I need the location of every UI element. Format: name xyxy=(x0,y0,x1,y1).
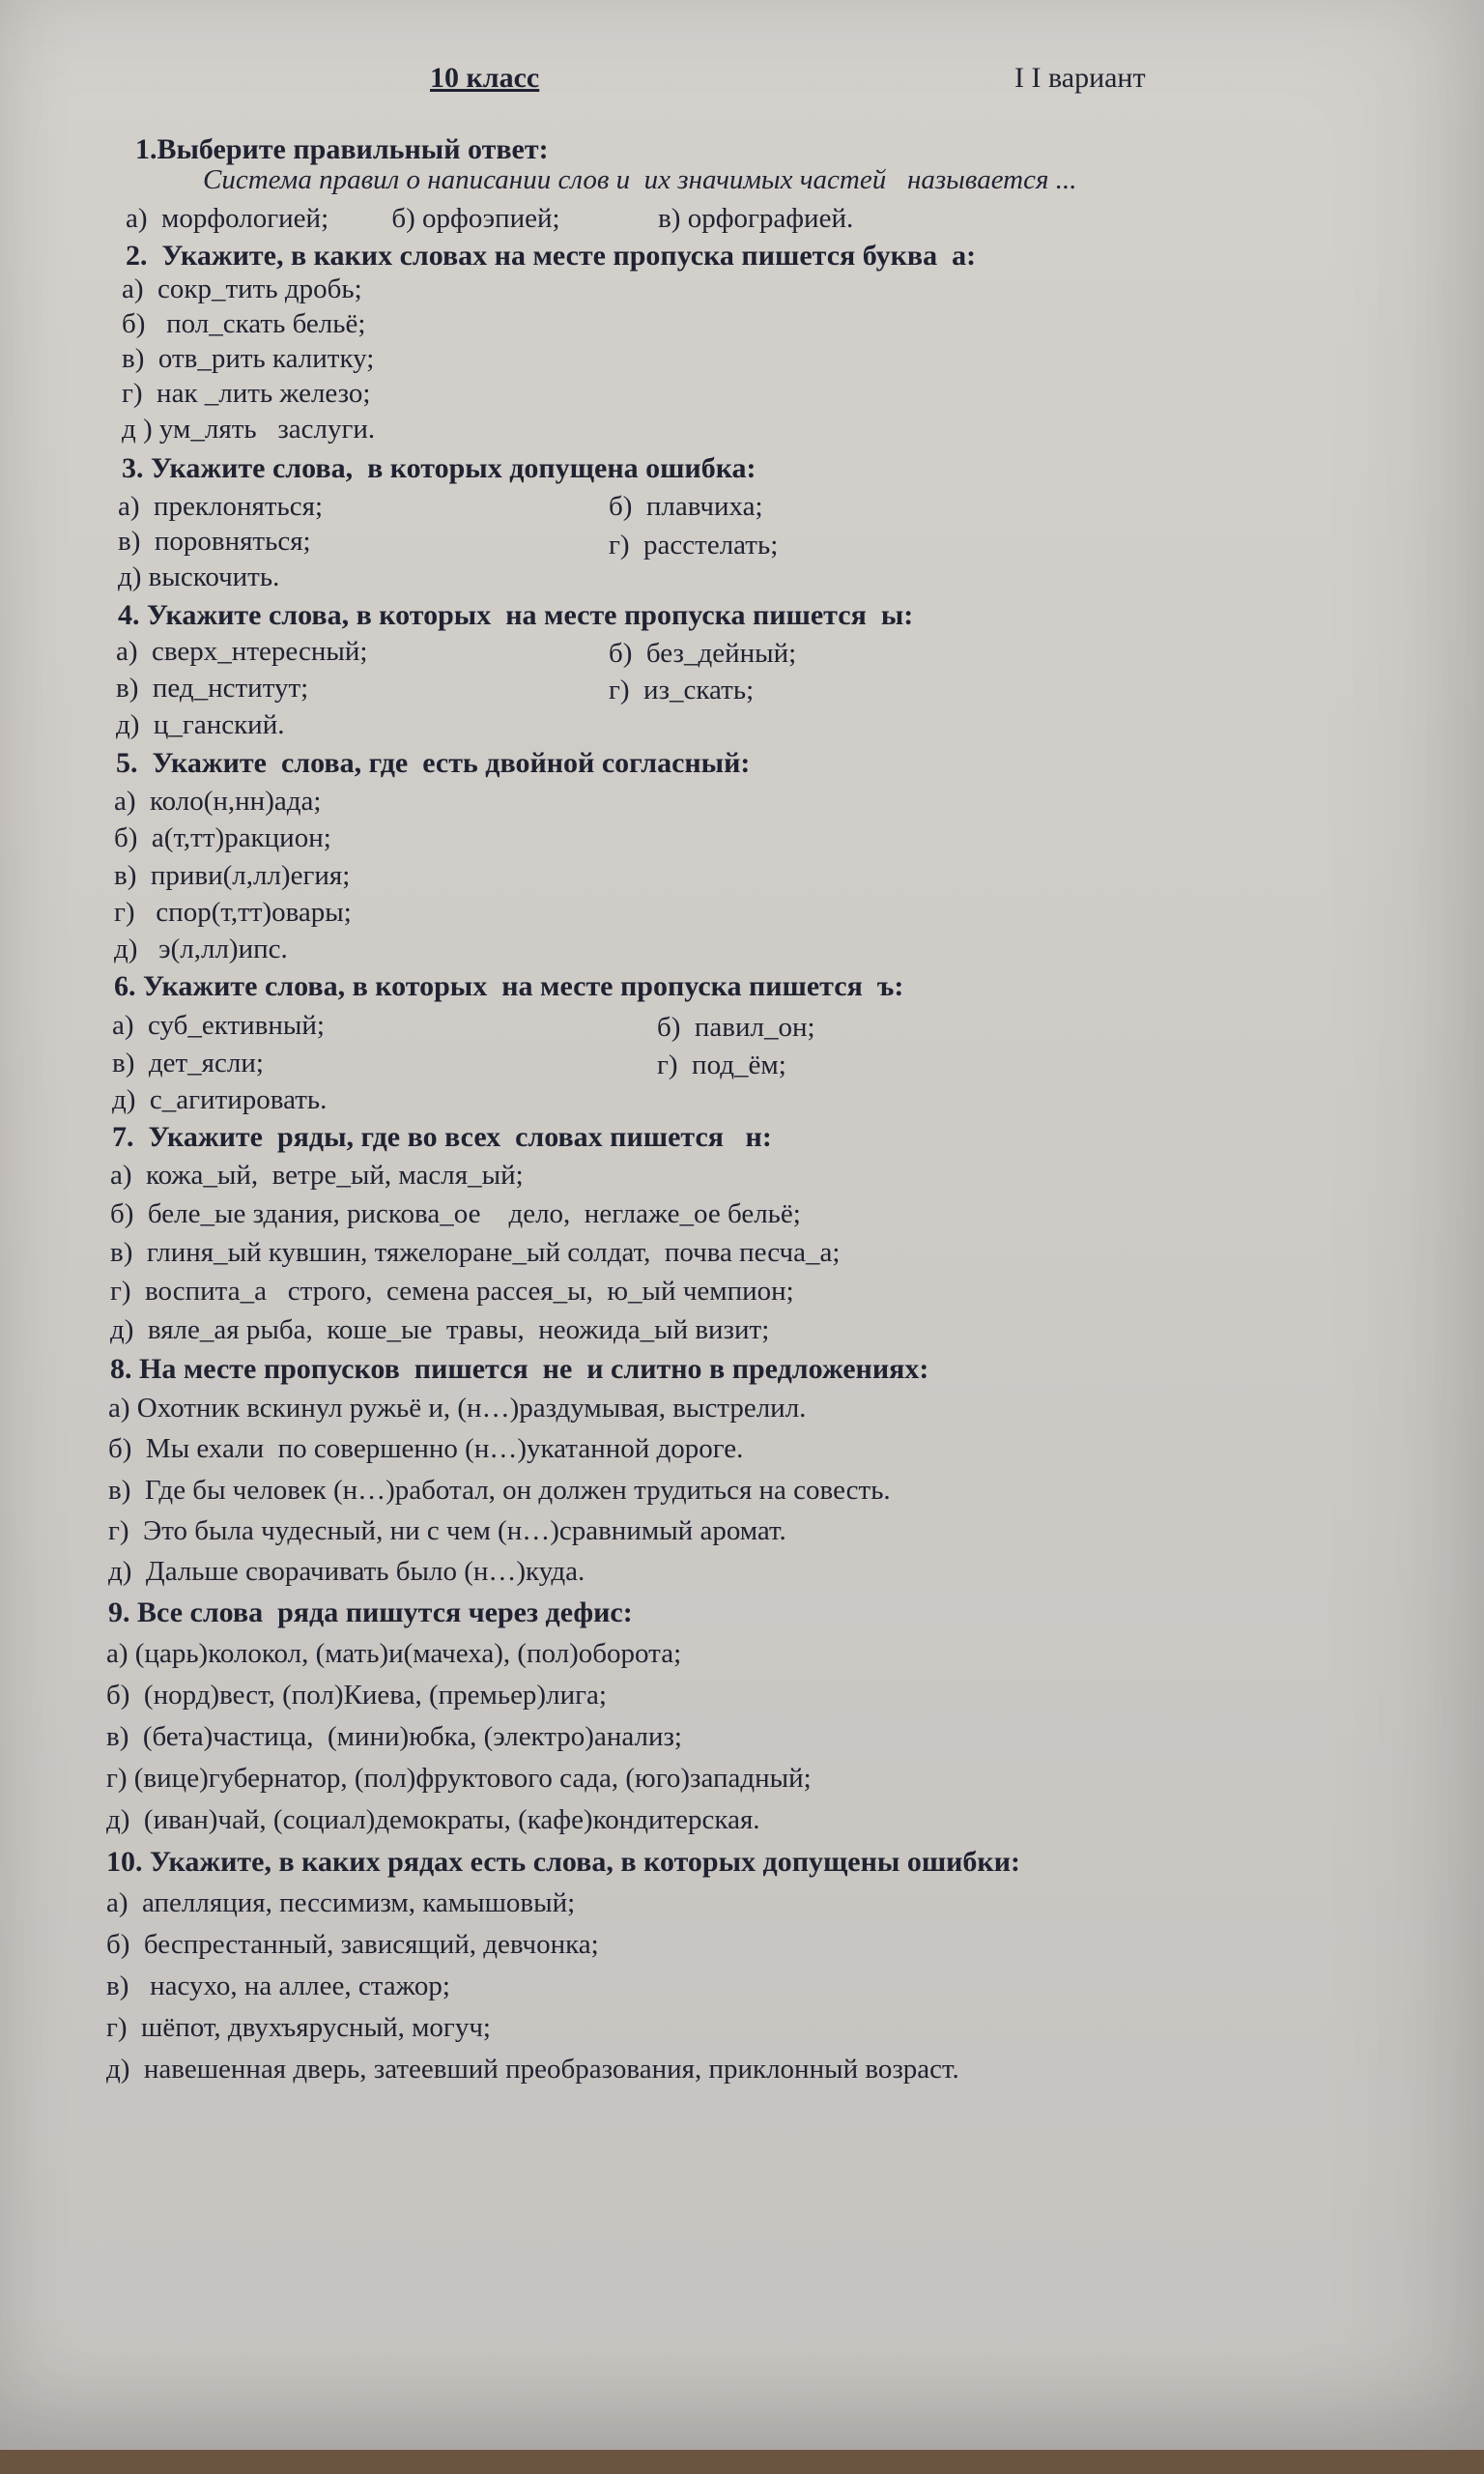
question-heading: 10. Укажите, в каких рядах есть слова, в которых допущены ошибки: xyxy=(106,1846,1020,1878)
answer-option: г) расстелать; xyxy=(609,530,779,561)
question-heading: 3. Укажите слова, в которых допущена ошибка: xyxy=(122,452,756,484)
answer-option: б) плавчиха; xyxy=(609,491,763,522)
answer-option: а) (царь)колокол, (мать)и(мачеха), (пол)оборота; xyxy=(106,1638,682,1669)
answer-option: д) навешенная дверь, затеевший преобразования, приклонный возраст. xyxy=(106,2054,959,2085)
answer-option: а) Охотник вскинул ружьё и, (н…)раздумывая, выстрелил. xyxy=(108,1393,807,1424)
answer-option: д) ц_ганский. xyxy=(116,709,285,740)
answer-option: в) пед_нститут; xyxy=(116,673,309,704)
answer-option: а) суб_ективный; xyxy=(112,1010,325,1041)
answer-option: в) дет_ясли; xyxy=(112,1048,264,1079)
answer-option: д) (иван)чай, (социал)демократы, (кафе)кондитерская. xyxy=(106,1804,760,1835)
answer-option: б) павил_он; xyxy=(657,1012,815,1043)
answer-option: г) нак _лить железо; xyxy=(122,378,371,409)
answer-option: г) из_скать; xyxy=(609,675,755,705)
question-heading: 2. Укажите, в каких словах на месте пропуска пишется буква а: xyxy=(126,240,977,272)
table-surface xyxy=(0,2450,1484,2474)
answer-option: а) апелляция, пессимизм, камышовый; xyxy=(106,1887,576,1918)
answer-option: г) воспита_а строго, семена рассея_ы, ю_ый чемпион; xyxy=(110,1276,794,1307)
answer-option: а) сверх_нтересный; xyxy=(116,636,368,667)
answer-option: в) Где бы человек (н…)работал, он должен трудиться на совесть. xyxy=(108,1475,891,1506)
answer-option: д) вяле_ая рыба, коше_ые травы, неожида_ый визит; xyxy=(110,1314,770,1345)
answer-option: б) беле_ые здания, рискова_ое дело, неглаже_ое бельё; xyxy=(110,1198,801,1229)
answer-option: д) выскочить. xyxy=(118,561,280,592)
answer-option: в) (бета)частица, (мини)юбка, (электро)анализ; xyxy=(106,1721,682,1752)
answer-option: в) поровняться; xyxy=(118,526,311,557)
question-heading: 7. Укажите ряды, где во всех словах пишется н: xyxy=(112,1121,772,1153)
answer-option: д) э(л,лл)ипс. xyxy=(114,934,288,964)
question-heading: 6. Укажите слова, в которых на месте пропуска пишется ъ: xyxy=(114,970,904,1002)
answer-option: в) глиня_ый кувшин, тяжелоране_ый солдат, почва песча_а; xyxy=(110,1237,841,1268)
answer-option: г) шёпот, двухъярусный, могуч; xyxy=(106,2012,491,2043)
question-heading: 4. Укажите слова, в которых на месте пропуска пишется ы: xyxy=(118,599,914,631)
question-heading: 8. На месте пропусков пишется не и слитно в предложениях: xyxy=(110,1353,929,1385)
answer-option: а) сокр_тить дробь; xyxy=(122,273,362,304)
answer-option: д) с_агитировать. xyxy=(112,1084,328,1115)
answer-option: г) Это была чудесный, ни с чем (н…)сравнимый аромат. xyxy=(108,1515,786,1546)
question-heading: 9. Все слова ряда пишутся через дефис: xyxy=(108,1597,633,1628)
answer-option: б) а(т,тт)ракцион; xyxy=(114,822,331,853)
answer-option: б) Мы ехали по совершенно (н…)укатанной дороге. xyxy=(108,1433,744,1464)
question-intro: Система правил о написании слов и их значимых частей называется ... xyxy=(203,164,1077,195)
answer-option: б) (норд)вест, (пол)Киева, (премьер)лига; xyxy=(106,1680,607,1711)
answer-option: а) морфологией; б) орфоэпией; в) орфографией. xyxy=(126,203,854,234)
answer-option: д) Дальше сворачивать было (н…)куда. xyxy=(108,1556,585,1587)
answer-option: а) преклоняться; xyxy=(118,491,324,522)
answer-option: б) без_дейный; xyxy=(609,638,797,669)
answer-option: г) под_ём; xyxy=(657,1050,786,1080)
answer-option: в) приви(л,лл)егия; xyxy=(114,860,351,891)
answer-option: г) (вице)губернатор, (пол)фруктового сада, (юго)западный; xyxy=(106,1763,812,1794)
variant-label: I I вариант xyxy=(1014,62,1146,94)
answer-option: б) беспрестанный, зависящий, девчонка; xyxy=(106,1929,599,1960)
answer-option: д ) ум_лять заслуги. xyxy=(122,414,376,445)
answer-option: б) пол_скать бельё; xyxy=(122,308,366,339)
answer-option: г) спор(т,тт)овары; xyxy=(114,897,352,928)
question-heading: 1.Выберите правильный ответ: xyxy=(135,133,549,165)
answer-option: а) коло(н,нн)ада; xyxy=(114,786,322,817)
question-heading: 5. Укажите слова, где есть двойной согласный: xyxy=(116,747,751,779)
answer-option: в) насухо, на аллее, стажор; xyxy=(106,1971,450,2001)
answer-option: в) отв_рить калитку; xyxy=(122,343,375,374)
class-label: 10 класс xyxy=(430,62,540,94)
answer-option: а) кожа_ый, ветре_ый, масля_ый; xyxy=(110,1160,524,1191)
